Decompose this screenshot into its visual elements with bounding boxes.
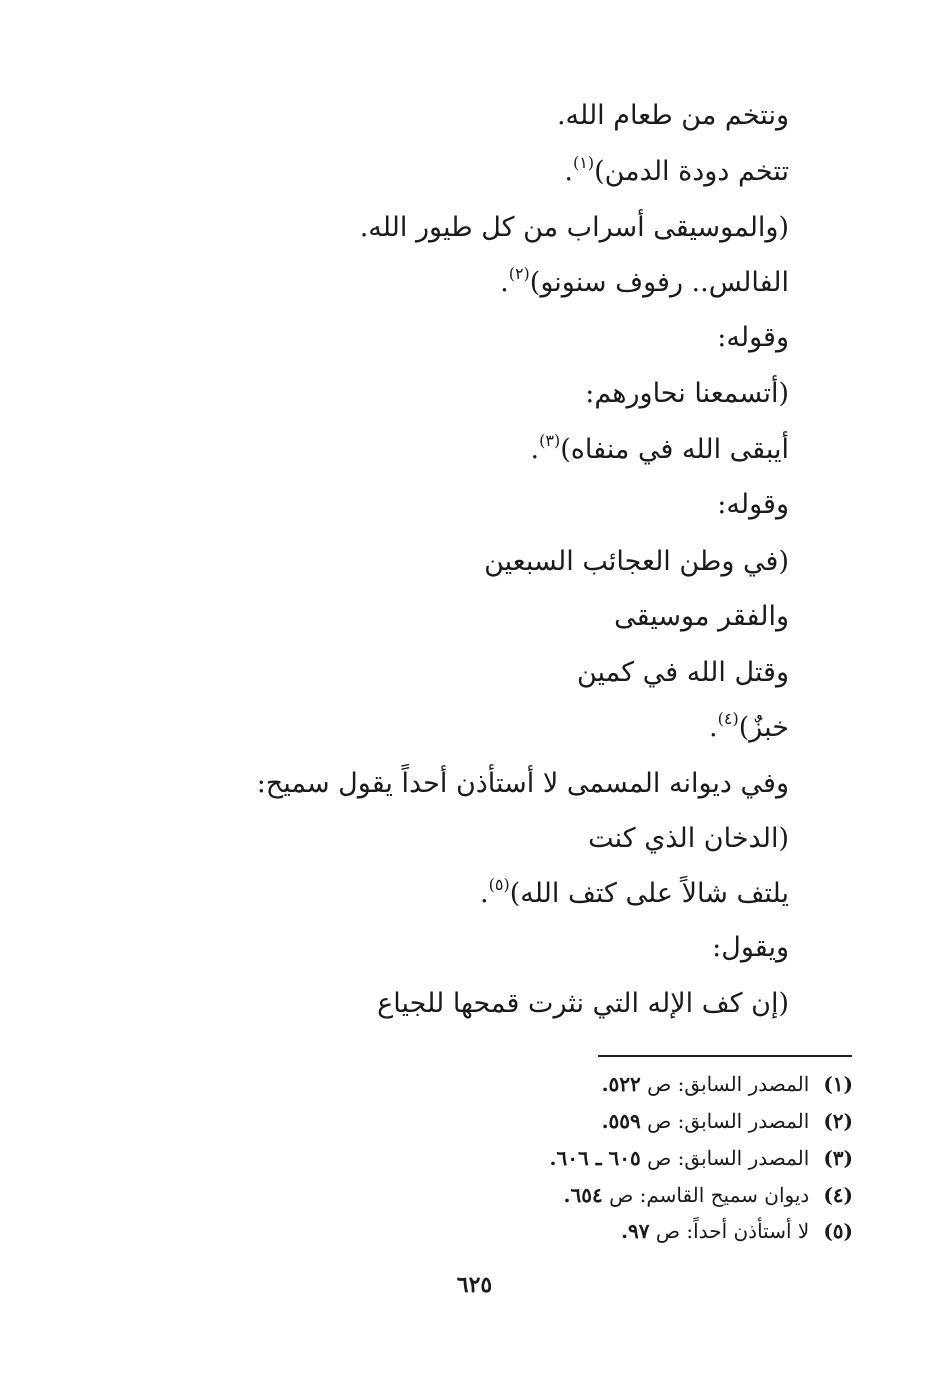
footnote: (٢)المصدر السابق: ص ٥٥٩. bbox=[601, 1109, 853, 1133]
text-line: وقتل الله في كمين bbox=[576, 657, 789, 688]
text-line: ونتخم من طعام الله. bbox=[556, 100, 789, 131]
text-line: وقوله: bbox=[717, 322, 789, 353]
footnote-ref: (١) bbox=[573, 153, 595, 172]
footnote: (٥)لا أستأذن أحداً: ص ٩٧. bbox=[621, 1219, 853, 1243]
text-line: يلتف شالاً على كتف الله)$^{(٥)}$. bbox=[480, 875, 789, 909]
text-line: وقوله: bbox=[717, 489, 789, 520]
text-line: الفالس.. رفوف سنونو)$^{(٢)}$. bbox=[500, 264, 789, 298]
footnote-ref: (٤) bbox=[717, 709, 739, 728]
text-line: تتخم دودة الدمن)$^{(١)}$. bbox=[564, 153, 789, 187]
text-line: ويقول: bbox=[712, 932, 789, 963]
footnote-divider bbox=[598, 1055, 852, 1057]
text-line: وفي ديوانه المسمى لا أستأذن أحداً يقول سميح: bbox=[256, 768, 789, 799]
footnote: (١)المصدر السابق: ص ٥٢٢. bbox=[601, 1072, 853, 1096]
text-line: خبزٌ)$^{(٤)}$. bbox=[709, 709, 789, 743]
footnote-ref: (٢) bbox=[508, 264, 530, 283]
footnote-ref: (٣) bbox=[539, 431, 561, 450]
footnote-ref: (٥) bbox=[488, 875, 510, 894]
text-line: والفقر موسيقى bbox=[614, 601, 789, 632]
text-line: أيبقى الله في منفاه)$^{(٣)}$. bbox=[530, 431, 789, 465]
text-line: (أتسمعنا نحاورهم: bbox=[585, 378, 789, 409]
footnote: (٣)المصدر السابق: ص ٦٠٥ ـ ٦٠٦. bbox=[549, 1146, 853, 1170]
text-line: (إن كف الإله التي نثرت قمحها للجياع bbox=[377, 988, 789, 1019]
text-line: (الدخان الذي كنت bbox=[588, 823, 789, 854]
text-line: (والموسيقى أسراب من كل طيور الله. bbox=[359, 212, 789, 243]
footnote: (٤)ديوان سميح القاسم: ص ٦٥٤. bbox=[563, 1183, 853, 1207]
text-line: (في وطن العجائب السبعين bbox=[484, 546, 789, 577]
page-number: ٦٢٥ bbox=[456, 1272, 493, 1298]
